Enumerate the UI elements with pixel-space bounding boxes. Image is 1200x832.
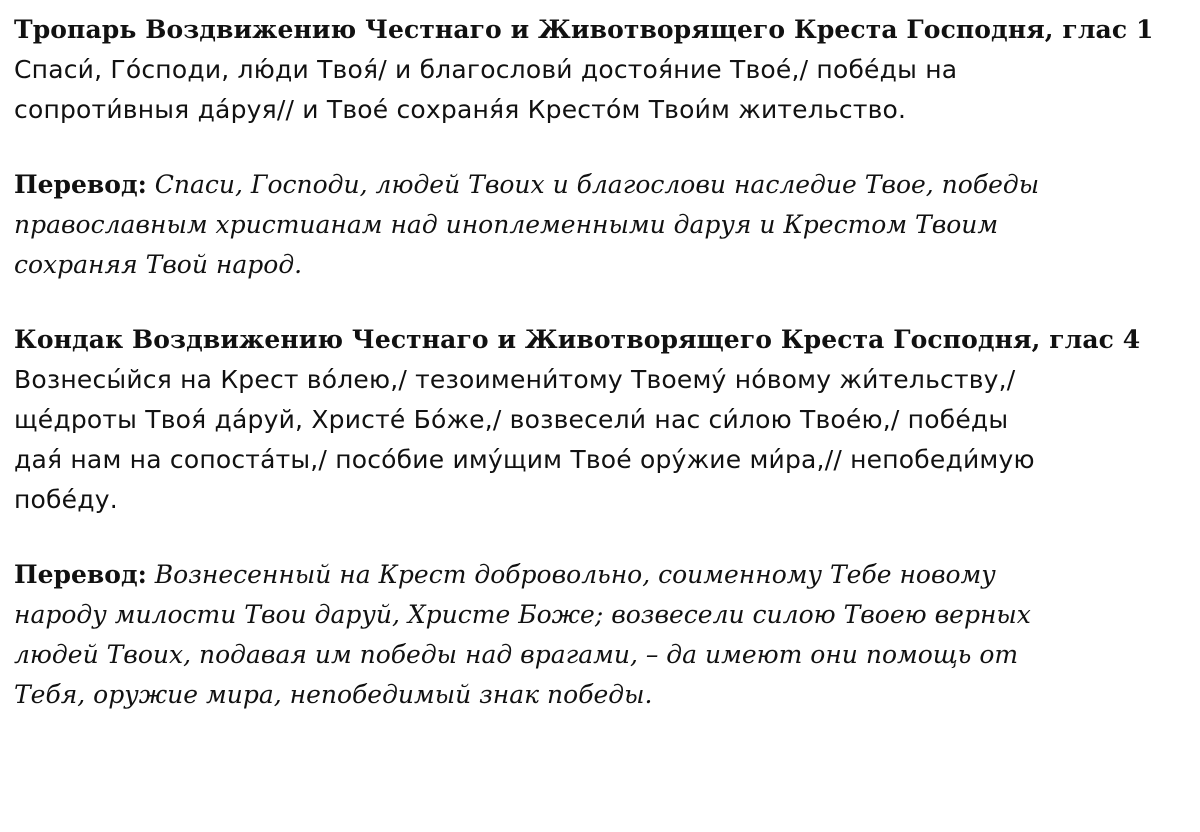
kontakion-line: дая́ нам на сопоста́ты,/ посо́бие иму́щим Твое́ ору́жие ми́ра,// непобеди́мую — [14, 445, 1035, 474]
translation-line — [14, 165, 1186, 205]
troparion-heading: Тропарь Воздвижению Честнаго и Животворящего Креста Господня, глас 1 — [14, 15, 1154, 44]
troparion-line: Спаси́, Го́споди, лю́ди Твоя́/ и благослови́ достоя́ние Твое́,/ побе́ды на — [14, 55, 958, 84]
kontakion-line: ще́дроты Твоя́ да́руй, Христе́ Бо́же,/ возвесели́ нас си́лою Твое́ю,/ побе́ды — [14, 405, 1009, 434]
kontakion-heading: Кондак Воздвижению Честнаго и Животворящего Креста Господня, глас 4 — [14, 325, 1141, 354]
translation-line: людей Твоих, подавая им победы над врагами, – да имеют они помощь от — [14, 640, 1019, 669]
troparion-line: сопроти́вныя да́руя// и Твое́ сохраня́я Кресто́м Твои́м жительство. — [14, 95, 907, 124]
kontakion-text — [14, 360, 1186, 520]
translation-line: народу милости Твои даруй, Христе Боже; возвесели силою Твоею верных — [14, 600, 1031, 629]
translation-line: православным христианам над иноплеменными даруя и Крестом Твоим — [14, 210, 999, 239]
kontakion-section — [14, 320, 1186, 520]
kontakion-translation — [14, 555, 1186, 715]
translation-label: Перевод: — [14, 170, 147, 199]
translation-label: Перевод: — [14, 560, 147, 589]
translation-text: Спаси, Господи, людей Твоих и благослови наследие Твое, победы — [154, 170, 1040, 199]
spacer — [14, 520, 1186, 555]
kontakion-line: побе́ду. — [14, 485, 118, 514]
translation-line: сохраняя Твой народ. — [14, 250, 303, 279]
troparion-translation — [14, 165, 1186, 285]
spacer — [14, 285, 1186, 320]
translation-text: Вознесенный на Крест добровольно, соименному Тебе новому — [154, 560, 996, 589]
prayer-page — [14, 10, 1186, 715]
kontakion-line: Вознесы́йся на Крест во́лею,/ тезоимени́тому Твоему́ но́вому жи́тельству,/ — [14, 365, 1016, 394]
translation-line — [14, 555, 1186, 595]
troparion-text — [14, 50, 1186, 130]
troparion-section — [14, 10, 1186, 130]
spacer — [14, 130, 1186, 165]
translation-line: Тебя, оружие мира, непобедимый знак победы. — [14, 680, 653, 709]
